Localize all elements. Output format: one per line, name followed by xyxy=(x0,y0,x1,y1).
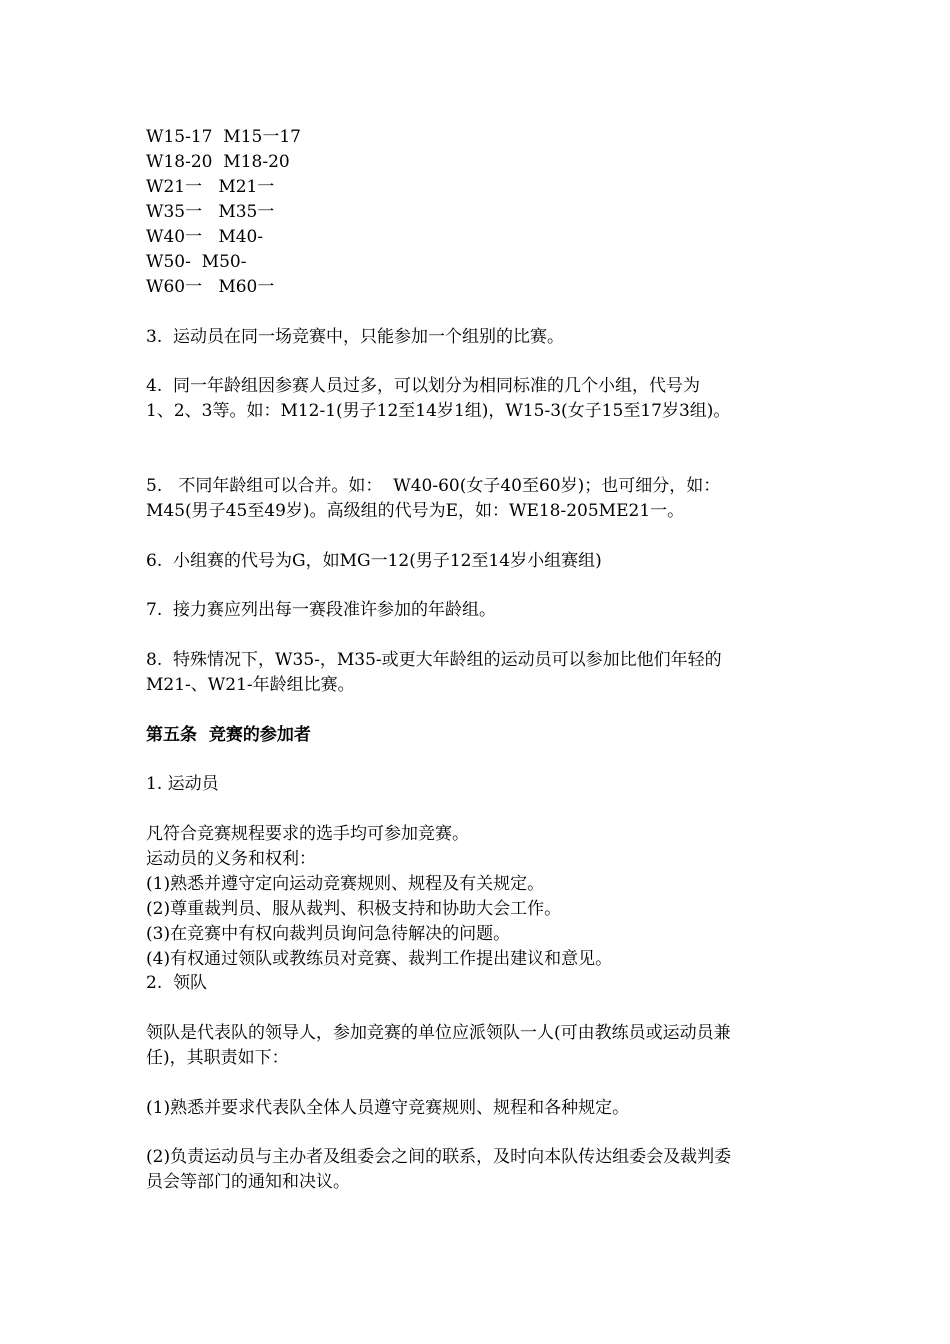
section-heading: 第五条 竞赛的参加者 xyxy=(146,725,311,745)
rule-item-5-line-2: M45(男子45至49岁)。高级组的代号为E，如：WE18-205ME21一。 xyxy=(146,501,685,521)
age-group-line: W18-20 M18-20 xyxy=(146,152,290,172)
rule-item-7: 7. 接力赛应列出每一赛段准许参加的年龄组。 xyxy=(146,600,497,620)
age-group-line: W50- M50- xyxy=(146,252,247,272)
athletes-right-item: (2)尊重裁判员、服从裁判、积极支持和协助大会工作。 xyxy=(146,899,562,919)
athletes-right-item: (4)有权通过领队或教练员对竞赛、裁判工作提出建议和意见。 xyxy=(146,949,613,969)
leader-description-line-1: 领队是代表队的领导人，参加竞赛的单位应派领队一人(可由教练员或运动员兼 xyxy=(146,1023,731,1043)
athletes-right-item: (1)熟悉并遵守定向运动竞赛规则、规程及有关规定。 xyxy=(146,874,545,894)
athletes-rights-title: 运动员的义务和权利： xyxy=(146,849,316,869)
subsection-title-leader: 2. 领队 xyxy=(146,973,208,993)
rule-item-8-line-1: 8. 特殊情况下，W35-，M35-或更大年龄组的运动员可以参加比他们年轻的 xyxy=(146,650,722,670)
age-group-line: W15-17 M15一17 xyxy=(146,127,301,147)
rule-item-4-line-1: 4. 同一年龄组因参赛人员过多，可以划分为相同标准的几个小组，代号为 xyxy=(146,376,701,396)
age-group-line: W21一 M21一 xyxy=(146,177,275,197)
rule-item-8-line-2: M21-、W21-年龄组比赛。 xyxy=(146,675,355,695)
age-group-line: W40一 M40- xyxy=(146,227,264,247)
leader-duty-2-line-1: (2)负责运动员与主办者及组委会之间的联系，及时向本队传达组委会及裁判委 xyxy=(146,1147,732,1167)
leader-duty-2-line-2: 员会等部门的通知和决议。 xyxy=(146,1172,350,1192)
rule-item-6: 6. 小组赛的代号为G，如MG一12(男子12至14岁小组赛组) xyxy=(146,551,602,571)
leader-description-line-2: 任)，其职责如下： xyxy=(146,1048,289,1068)
leader-duty-1: (1)熟悉并要求代表队全体人员遵守竞赛规则、规程和各种规定。 xyxy=(146,1098,630,1118)
rule-item-3: 3. 运动员在同一场竞赛中，只能参加一个组别的比赛。 xyxy=(146,327,565,347)
rule-item-4-line-2: 1、2、3等。如：M12-1(男子12至14岁1组)，W15-3(女子15至17岁3组)。 xyxy=(146,401,731,421)
age-group-line: W35一 M35一 xyxy=(146,202,275,222)
rule-item-5-line-1: 5. 不同年龄组可以合并。如： W40-60(女子40至60岁)；也可细分，如： xyxy=(146,476,721,496)
athletes-intro: 凡符合竞赛规程要求的选手均可参加竞赛。 xyxy=(146,824,469,844)
subsection-title-athletes: 1. 运动员 xyxy=(146,774,219,794)
age-group-line: W60一 M60一 xyxy=(146,277,275,297)
athletes-right-item: (3)在竞赛中有权向裁判员询问急待解决的问题。 xyxy=(146,924,511,944)
